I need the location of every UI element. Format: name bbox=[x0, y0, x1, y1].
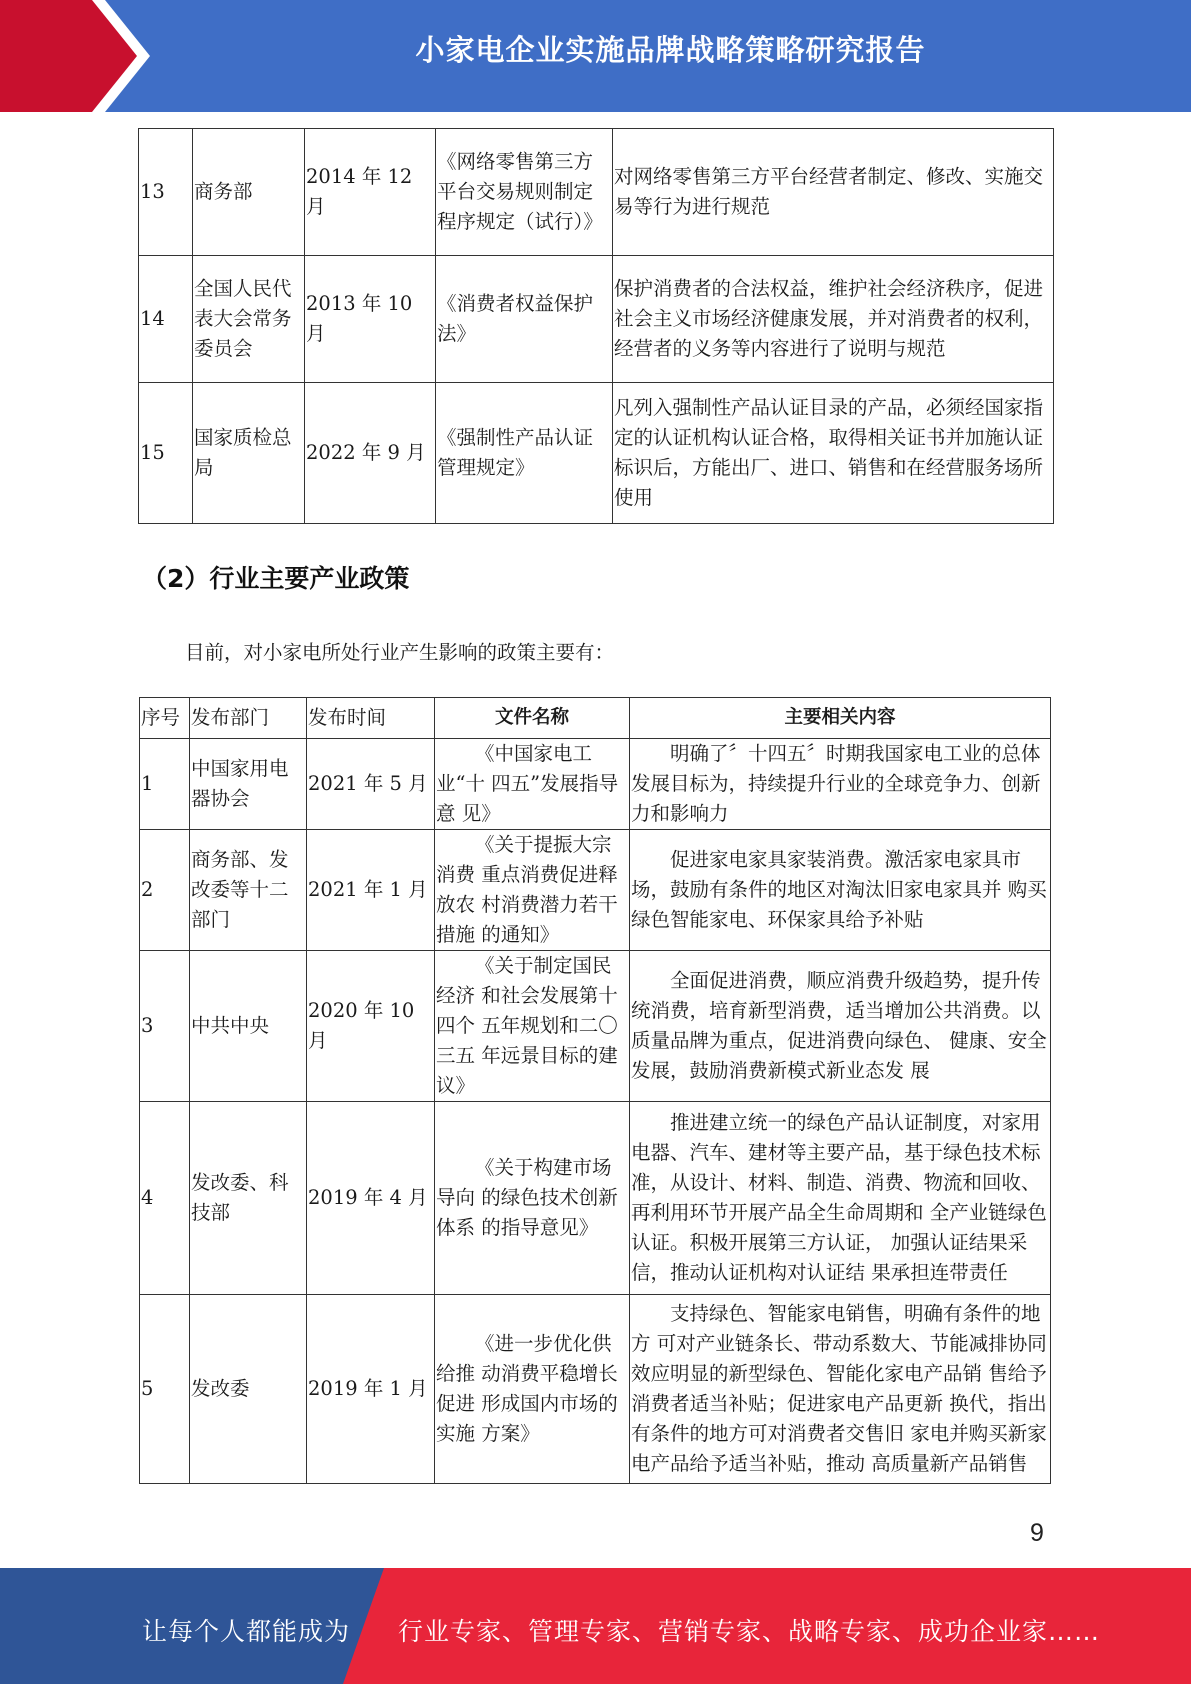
footer-slogan-right: 行业专家、管理专家、营销专家、战略专家、成功企业家…… bbox=[398, 1617, 1101, 1646]
header-title: 文件名称 bbox=[435, 698, 630, 739]
cell-no: 14 bbox=[139, 256, 193, 383]
cell-title: 《关于构建市场导向 的绿色技术创新体系 的指导意见》 bbox=[435, 1102, 630, 1295]
table-row bbox=[140, 1102, 1051, 1295]
section-heading: （2）行业主要产业政策 bbox=[142, 564, 410, 593]
header-dept: 发布部门 bbox=[190, 698, 307, 739]
cell-date: 2021 年 5 月 bbox=[307, 739, 435, 830]
cell-title: 《网络零售第三方平台交易规则制定程序规定（试行）》 bbox=[436, 129, 613, 256]
cell-title: 《关于提振大宗消费 重点消费促进释放农 村消费潜力若干措施 的通知》 bbox=[435, 830, 630, 951]
cell-dept: 发改委、科技部 bbox=[190, 1102, 307, 1295]
cell-dept: 发改委 bbox=[190, 1295, 307, 1484]
table-row bbox=[139, 383, 1054, 524]
cell-content: 支持绿色、智能家电销售，明确有条件的地方 可对产业链条长、带动系数大、节能减排协同效应明显的新型绿色、智能化家电产品销 售给予消费者适当补贴；促进家电产品更新 换代，指出有条件的地方可对消费者交售旧 家电并购买新家电产品给予适当补贴，推动 高质量新产品销售 bbox=[630, 1295, 1051, 1484]
cell-dept: 国家质检总局 bbox=[193, 383, 305, 524]
cell-date: 2019 年 4 月 bbox=[307, 1102, 435, 1295]
cell-content: 全面促进消费，顺应消费升级趋势，提升传 统消费，培育新型消费，适当增加公共消费。以质量品牌为重点，促进消费向绿色、 健康、安全发展，鼓励消费新模式新业态发 展 bbox=[630, 951, 1051, 1102]
table-row bbox=[140, 830, 1051, 951]
cell-no: 5 bbox=[140, 1295, 190, 1484]
footer-slogan-left: 让每个人都能成为 bbox=[142, 1617, 351, 1646]
table-row bbox=[140, 739, 1051, 830]
table-header-row bbox=[140, 698, 1051, 739]
table-row bbox=[140, 951, 1051, 1102]
document-title: 小家电企业实施品牌战略策略研究报告 bbox=[415, 33, 926, 67]
cell-dept: 商务部、发改委等十二部门 bbox=[190, 830, 307, 951]
cell-content: 对网络零售第三方平台经营者制定、修改、实施交易等行为进行规范 bbox=[613, 129, 1054, 256]
cell-title: 《消费者权益保护法》 bbox=[436, 256, 613, 383]
cell-no: 4 bbox=[140, 1102, 190, 1295]
cell-date: 2020 年 10 月 bbox=[307, 951, 435, 1102]
cell-dept: 中国家用电器协会 bbox=[190, 739, 307, 830]
footer-banner bbox=[0, 1568, 1191, 1684]
industry-policy-table bbox=[139, 697, 1051, 1484]
cell-content: 推进建立统一的绿色产品认证制度，对家用 电器、汽车、建材等主要产品，基于绿色技术标准，从设计、材料、制造、消费、物流和回收、再利用环节开展产品全生命周期和 全产业链绿色认证。积极开展第三方认证， 加强认证结果采信，推动认证机构对认证结 果承担连带责任 bbox=[630, 1102, 1051, 1295]
cell-title: 《中国家电工业“十 四五”发展指导意 见》 bbox=[435, 739, 630, 830]
cell-date: 2014 年 12 月 bbox=[305, 129, 436, 256]
intro-paragraph: 目前，对小家电所处行业产生影响的政策主要有： bbox=[185, 641, 615, 664]
cell-title: 《进一步优化供给推 动消费平稳增长促进 形成国内市场的实施 方案》 bbox=[435, 1295, 630, 1484]
cell-no: 15 bbox=[139, 383, 193, 524]
cell-content: 明确了〞十四五〞时期我国家电工业的总体 发展目标为，持续提升行业的全球竞争力、创新力和影响力 bbox=[630, 739, 1051, 830]
header-no: 序号 bbox=[140, 698, 190, 739]
header-content: 主要相关内容 bbox=[630, 698, 1051, 739]
header-date: 发布时间 bbox=[307, 698, 435, 739]
cell-dept: 中共中央 bbox=[190, 951, 307, 1102]
cell-no: 13 bbox=[139, 129, 193, 256]
cell-title: 《关于制定国民经济 和社会发展第十四个 五年规划和二〇三五 年远景目标的建议》 bbox=[435, 951, 630, 1102]
policy-table-continued bbox=[138, 128, 1054, 524]
cell-date: 2022 年 9 月 bbox=[305, 383, 436, 524]
cell-no: 2 bbox=[140, 830, 190, 951]
cell-title: 《强制性产品认证管理规定》 bbox=[436, 383, 613, 524]
table-row bbox=[139, 129, 1054, 256]
cell-dept: 全国人民代表大会常务委员会 bbox=[193, 256, 305, 383]
cell-date: 2019 年 1 月 bbox=[307, 1295, 435, 1484]
cell-content: 促进家电家具家装消费。激活家电家具市场，鼓励有条件的地区对淘汰旧家电家具并 购买绿色智能家电、环保家具给予补贴 bbox=[630, 830, 1051, 951]
cell-no: 3 bbox=[140, 951, 190, 1102]
header-banner bbox=[0, 0, 1191, 112]
cell-content: 保护消费者的合法权益，维护社会经济秩序，促进社会主义市场经济健康发展，并对消费者的权利，经营者的义务等内容进行了说明与规范 bbox=[613, 256, 1054, 383]
table-row bbox=[140, 1295, 1051, 1484]
cell-no: 1 bbox=[140, 739, 190, 830]
page-number: 9 bbox=[1030, 1519, 1044, 1547]
cell-date: 2013 年 10 月 bbox=[305, 256, 436, 383]
table-row bbox=[139, 256, 1054, 383]
cell-content: 凡列入强制性产品认证目录的产品，必须经国家指定的认证机构认证合格，取得相关证书并加施认证标识后，方能出厂、进口、销售和在经营服务场所使用 bbox=[613, 383, 1054, 524]
cell-dept: 商务部 bbox=[193, 129, 305, 256]
cell-date: 2021 年 1 月 bbox=[307, 830, 435, 951]
